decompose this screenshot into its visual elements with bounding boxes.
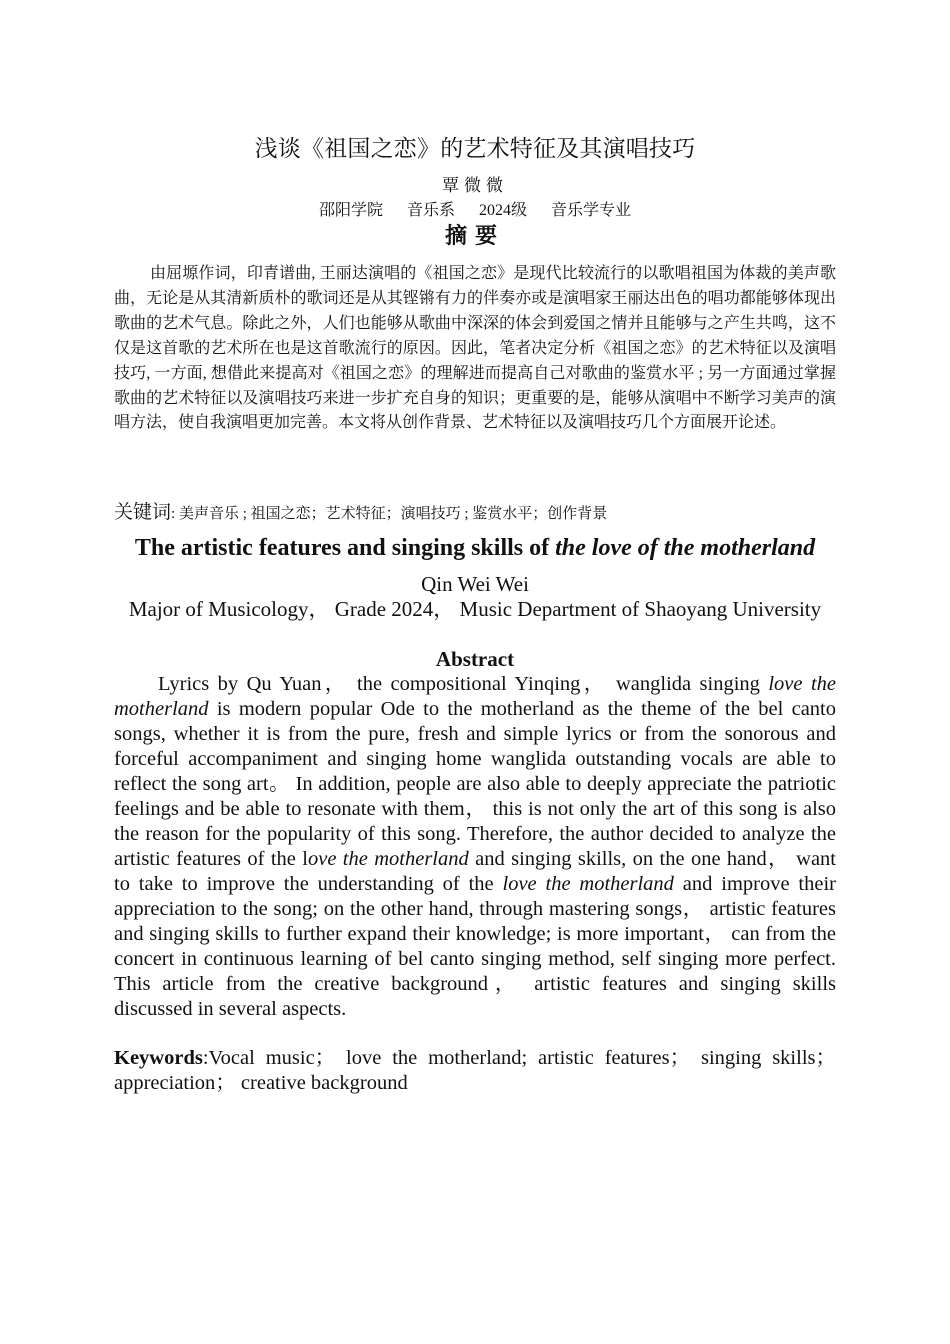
english-affiliation: Major of Musicology， Grade 2024， Music Department of Shaoyang University	[128, 597, 822, 621]
english-abstract-body	[114, 672, 836, 1022]
abstract-text-run: Lyrics by Qu Yuan， the compositional Yinqing， wanglida singing	[158, 673, 769, 695]
chinese-affiliation	[114, 199, 836, 223]
abstract-text-run: is modern popular Ode to the motherland as the theme of the bel canto songs, whether it is from the pure, fresh and simple lyrics or from the sonorous and forceful accompaniment and singing home wanglida outstanding vocals are able to reflect the song art。 In addition, people are also able to deeply appreciate the patriotic feelings and be able to resonate with them， this is not only the art of this song is also the reason for the popularity of this song. Therefore, the author decided to analyze the artistic features of the l	[114, 698, 836, 870]
english-author: Qin Wei Wei	[421, 572, 529, 596]
chinese-keywords	[114, 499, 836, 527]
english-keywords	[114, 1046, 836, 1096]
abstract-text-run: and singing skills, on the one hand， want to take to improve the understanding of the	[114, 848, 837, 895]
abstract-text-run: and improve their appreciation to the song; on the other hand, through mastering songs， artistic features and singing skills to further expand their knowledge; is more important， can from the concert in continuous learning of bel canto singing method, self singing more perfect. This article from the creative background， artistic features and singing skills discussed in several aspects.	[114, 873, 836, 1020]
chinese-keywords-separator: :	[171, 506, 176, 522]
english-abstract-heading: Abstract	[435, 647, 515, 671]
english-keywords-label: Keywords	[114, 1047, 203, 1069]
chinese-abstract-heading: 摘要	[444, 224, 505, 249]
abstract-italic-title: love the motherland	[502, 873, 674, 895]
abstract-italic-title: love the motherland	[114, 673, 836, 720]
affiliation-grade: 2024级	[479, 202, 528, 219]
chinese-keywords-label: 关键词	[114, 501, 172, 523]
english-keywords-list: :Vocal music； love the motherland; artistic features； singing skills； appreciation； creative background	[114, 1047, 836, 1094]
affiliation-major: 音乐学专业	[551, 202, 632, 219]
english-title	[114, 532, 836, 564]
abstract-italic-title: ove the motherland	[307, 848, 469, 870]
chinese-title: 浅谈《祖国之恋》的艺术特征及其演唱技巧	[254, 136, 696, 162]
affiliation-department: 音乐系	[406, 202, 455, 219]
english-title-italic: the love of the motherland	[555, 535, 816, 561]
chinese-keywords-list: 美声音乐 ; 祖国之恋；艺术特征；演唱技巧 ; 鉴赏水平；创作背景	[175, 506, 608, 522]
chinese-author: 覃微微	[442, 176, 508, 195]
english-title-main: The artistic features and singing skills of	[134, 535, 556, 561]
affiliation-school: 邵阳学院	[318, 202, 383, 219]
chinese-abstract-body: 由屈塬作词，印青谱曲, 王丽达演唱的《祖国之恋》是现代比较流行的以歌唱祖国为体裁的美声歌曲，无论是从其清新质朴的歌词还是从其铿锵有力的伴奏亦或是演唱家王丽达出色的唱功都能够体现出歌曲的艺术气息。除此之外，人们也能够从歌曲中深深的体会到爱国之情并且能够与之产生共鸣，这不仅是这首歌的艺术所在也是这首歌流行的原因。因此，笔者决定分析《祖国之恋》的艺术特征以及演唱技巧, 一方面, 想借此来提高对《祖国之恋》的理解进而提高自己对歌曲的鉴赏水平 ; 另一方面通过掌握歌曲的艺术特征以及演唱技巧来进一步扩充自身的知识；更重要的是，能够从演唱中不断学习美声的演唱方法，使自我演唱更加完善。本文将从创作背景、艺术特征以及演唱技巧几个方面展开论述。	[114, 265, 836, 432]
